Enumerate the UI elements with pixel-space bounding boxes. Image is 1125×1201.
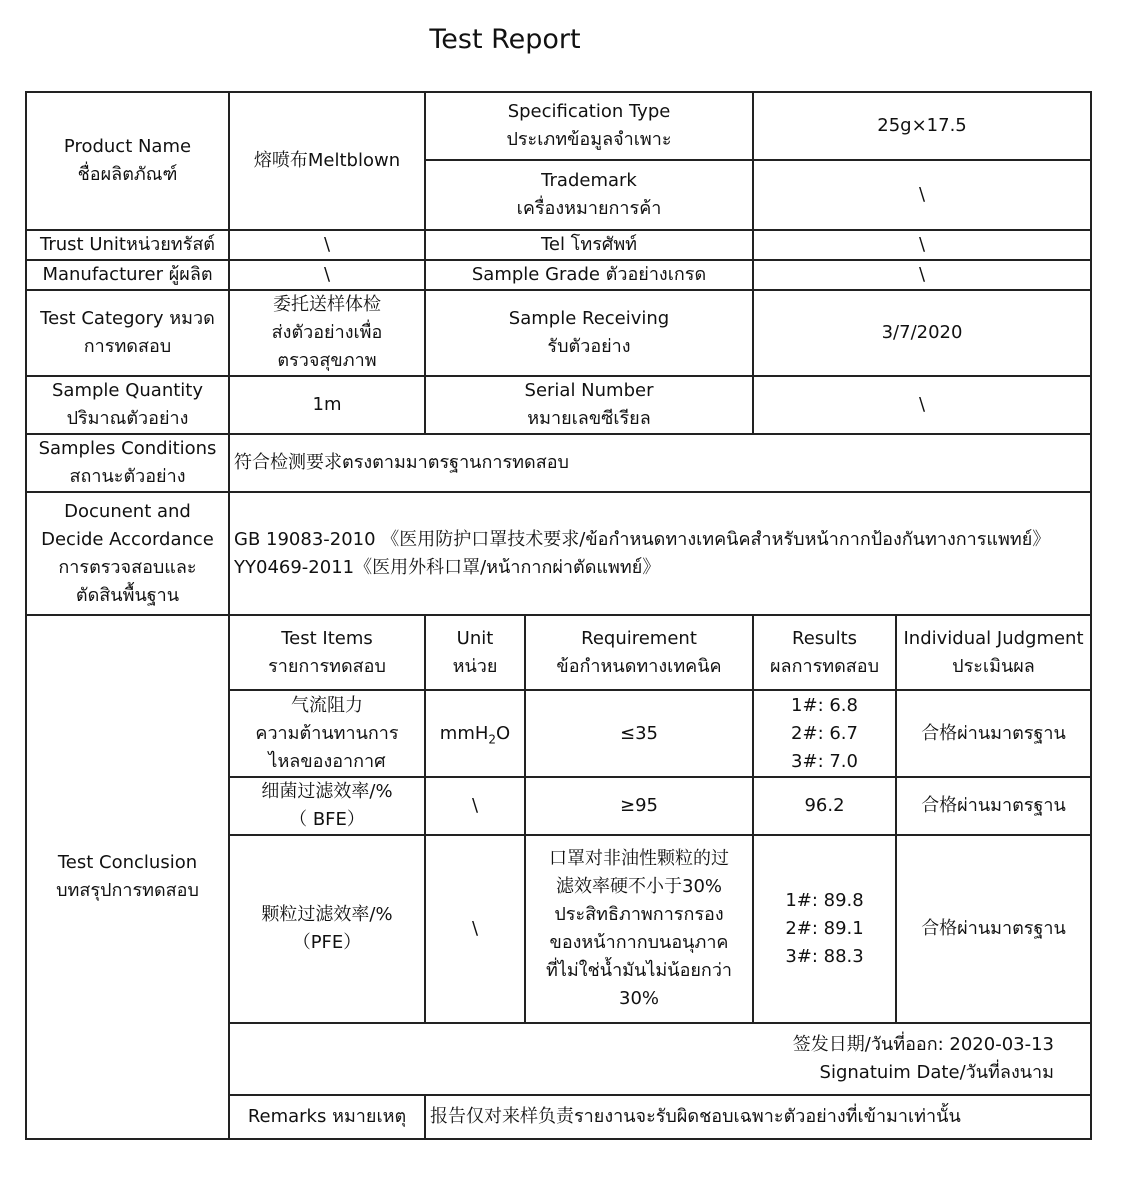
unit-airflow: mmH$_2$O bbox=[425, 690, 525, 777]
spec-type-label: Specification Type ประเภทข้อมูลจำเพาะ bbox=[425, 92, 753, 160]
document-standard-2: YY0469-2011《医用外科口罩/หน้ากากผ่าตัดแพทย์》 bbox=[234, 556, 661, 578]
results-bfe: 96.2 bbox=[753, 777, 896, 835]
judgment-pfe: 合格ผ่านมาตรฐาน bbox=[896, 835, 1091, 1023]
row-trust-unit bbox=[26, 230, 1091, 260]
sample-quantity-value: 1m bbox=[229, 376, 425, 434]
product-name-label: Product Name ชื่อผลิตภัณฑ์ bbox=[26, 92, 229, 230]
header-test-items: Test Items รายการทดสอบ bbox=[229, 615, 425, 690]
serial-number-label: Serial Number หมายเลขซีเรียล bbox=[425, 376, 753, 434]
row-sample-quantity bbox=[26, 376, 1091, 434]
test-report-table bbox=[25, 91, 1092, 1140]
sample-grade-label: Sample Grade ตัวอย่างเกรด bbox=[425, 260, 753, 290]
header-requirement: Requirement ข้อกำหนดทางเทคนิค bbox=[525, 615, 753, 690]
requirement-bfe: ≥95 bbox=[525, 777, 753, 835]
spec-type-value: 25g×17.5 bbox=[753, 92, 1091, 160]
judgment-bfe: 合格ผ่านมาตรฐาน bbox=[896, 777, 1091, 835]
sample-grade-value: \ bbox=[753, 260, 1091, 290]
test-item-airflow: 气流阻力 ความต้านทานการ ไหลของอากาศ bbox=[229, 690, 425, 777]
test-category-value: 委托送样体检 ส่งตัวอย่างเพื่อ ตรวจสุขภาพ bbox=[229, 290, 425, 376]
document-label: Docunent and Decide Accordance การตรวจสอบและ ตัดสินพื้นฐาน bbox=[26, 492, 229, 615]
header-judgment: Individual Judgment ประเมินผล bbox=[896, 615, 1091, 690]
requirement-airflow: ≤35 bbox=[525, 690, 753, 777]
row-manufacturer bbox=[26, 260, 1091, 290]
header-unit: Unit หน่วย bbox=[425, 615, 525, 690]
unit-pfe: \ bbox=[425, 835, 525, 1023]
row-test-category bbox=[26, 290, 1091, 376]
remarks-label: Remarks หมายเหตุ bbox=[229, 1095, 425, 1139]
header-results: Results ผลการทดสอบ bbox=[753, 615, 896, 690]
judgment-airflow: 合格ผ่านมาตรฐาน bbox=[896, 690, 1091, 777]
row-document bbox=[26, 492, 1091, 615]
signature-date: 签发日期/วันที่ออก: 2020-03-13 Signatuim Date/วันที่ลงนาม bbox=[229, 1023, 1091, 1095]
product-name-value: 熔喷布Meltblown bbox=[229, 92, 425, 230]
test-category-label: Test Category หมวด การทดสอบ bbox=[26, 290, 229, 376]
tel-label: Tel โทรศัพท์ bbox=[425, 230, 753, 260]
trust-unit-label: Trust Unitหน่วยทรัสต์ bbox=[26, 230, 229, 260]
row-samples-conditions bbox=[26, 434, 1091, 492]
tel-value: \ bbox=[753, 230, 1091, 260]
report-title: Test Report bbox=[429, 24, 581, 55]
test-item-pfe: 颗粒过滤效率/% （PFE） bbox=[229, 835, 425, 1023]
samples-conditions-label: Samples Conditions สถานะตัวอย่าง bbox=[26, 434, 229, 492]
document-value bbox=[229, 492, 1091, 615]
remarks-value: 报告仅对来样负责รายงานจะรับผิดชอบเฉพาะตัวอย่างที่เข้ามาเท่านั้น bbox=[425, 1095, 1091, 1139]
results-pfe: 1#: 89.8 2#: 89.1 3#: 88.3 bbox=[753, 835, 896, 1023]
requirement-pfe: 口罩对非油性颗粒的过 滤效率硬不小于30% ประสิทธิภาพการกรอง ของหน้ากากบนอนุภาค ที่ไม่ใช่น้ำมันไม่น้อยกว่า 30% bbox=[525, 835, 753, 1023]
results-airflow: 1#: 6.8 2#: 6.7 3#: 7.0 bbox=[753, 690, 896, 777]
test-item-bfe: 细菌过滤效率/% （ BFE） bbox=[229, 777, 425, 835]
manufacturer-value: \ bbox=[229, 260, 425, 290]
sample-quantity-label: Sample Quantity ปริมาณตัวอย่าง bbox=[26, 376, 229, 434]
unit-bfe: \ bbox=[425, 777, 525, 835]
trademark-label: Trademark เครื่องหมายการค้า bbox=[425, 160, 753, 230]
trademark-value: \ bbox=[753, 160, 1091, 230]
sample-receiving-label: Sample Receiving รับตัวอย่าง bbox=[425, 290, 753, 376]
sample-receiving-value: 3/7/2020 bbox=[753, 290, 1091, 376]
trust-unit-value: \ bbox=[229, 230, 425, 260]
test-conclusion-label: Test Conclusion บทสรุปการทดสอบ bbox=[26, 615, 229, 1139]
manufacturer-label: Manufacturer ผู้ผลิต bbox=[26, 260, 229, 290]
row-conclusion-header bbox=[26, 615, 1091, 690]
serial-number-value: \ bbox=[753, 376, 1091, 434]
samples-conditions-value: 符合检测要求ตรงตามมาตรฐานการทดสอบ bbox=[229, 434, 1091, 492]
document-standard-1: GB 19083-2010 《医用防护口罩技术要求/ข้อกำหนดทางเทคนิคสำหรับหน้ากากป้องกันทางการแพทย์》 bbox=[234, 528, 1051, 550]
row-product-spec bbox=[26, 92, 1091, 160]
